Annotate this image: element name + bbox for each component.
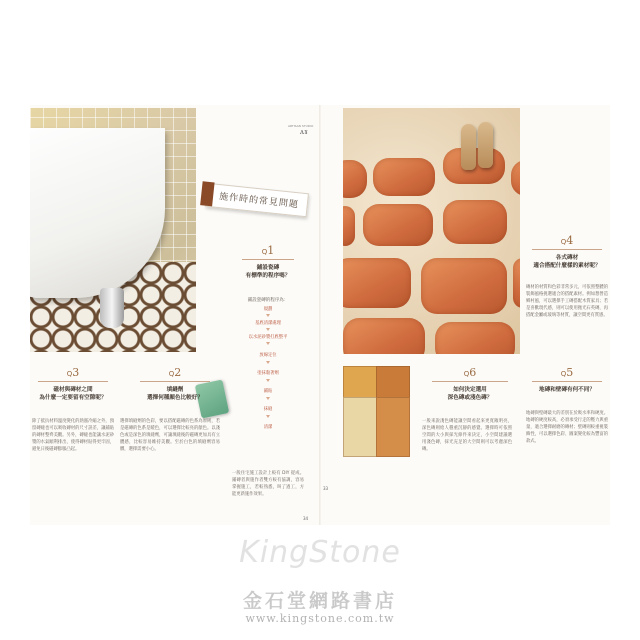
q6-paragraph: 一般來說淺色磚能讓空間看起來更寬敞明亮，深色磚則給人穩重沉靜的感覺。選擇時可依照空間的大小與採光條件來決定，小空間建議選用淺色磚，採光充足的大空間則可以考慮深色磚。	[422, 419, 512, 452]
page-number-right: 33	[323, 486, 329, 491]
q4-block	[526, 234, 608, 270]
q4-title-line-1: 各式磚材	[555, 255, 579, 261]
q6-title-line-2: 深色磚或淺色磚？	[447, 395, 493, 401]
flow-arrow	[266, 415, 270, 418]
flow-arrow	[266, 328, 270, 331]
q2-rule	[140, 381, 210, 382]
page-logo-glyph: ʌɤ	[300, 128, 308, 136]
q1-intro: 鋪設瓷磚的程序為：	[247, 298, 289, 303]
q3-rule	[38, 381, 108, 382]
q3-paragraph: 除了抵抗材料溫度變化的熱漲冷縮之外，預留磚縫也可以吸收磚材的尺寸誤差，讓鋪貼的磚材整齊美觀。另外，磚縫也能讓水泥砂漿的水氣順利排出，使得磚材貼得更牢固，避免日後磁磚膨脹凸起。	[32, 419, 114, 452]
brick-tile	[373, 158, 435, 196]
q1-flow-steps	[232, 306, 304, 466]
swatch-cell	[376, 397, 410, 457]
q1-rule	[242, 259, 294, 260]
slipper-left	[461, 124, 476, 170]
q5-block	[526, 366, 608, 394]
page-gutter	[319, 105, 321, 525]
q5-paragraph: 地磚與壁磚最大的差別在於吸水率和硬度。地磚的硬度較高，必須承受行走的壓力與重量，適合選擇耐磨的磚材；壁磚則較重視裝飾性，可以選擇色彩、圖案變化較為豐富的款式。	[526, 411, 608, 444]
flow-arrow	[266, 342, 270, 345]
watermark-brand: KingStone	[239, 535, 401, 570]
slippers	[461, 122, 495, 170]
tub-foot	[100, 288, 124, 328]
q2-title-line-2: 選擇何種顏色比較好？	[147, 395, 203, 401]
q1-number: Q1	[261, 244, 275, 257]
brick-tile	[343, 258, 411, 308]
q6-title-line-1: 如何決定選用	[453, 387, 487, 393]
q3-title-line-2: 為什麼一定要留有空隙呢？	[39, 395, 107, 401]
swatch-cell	[343, 366, 377, 398]
flow-arrow	[266, 314, 270, 317]
banner-title: 施作時的常見問題	[218, 192, 300, 211]
q6-block	[422, 366, 518, 402]
watermark-chinese: 金石堂網路書店	[242, 590, 397, 612]
page-number-left: 34	[303, 516, 309, 521]
q2-title-line-1: 填縫劑	[166, 387, 184, 393]
brick-tile	[343, 160, 367, 198]
brick-tile	[363, 204, 433, 246]
swatch-cell	[376, 366, 410, 398]
flow-step: 放線定位	[259, 353, 277, 358]
brick-tile	[343, 318, 425, 354]
q1-title-line-2: 有標準的程序嗎？	[245, 273, 291, 279]
brick-tile	[343, 206, 355, 246]
brick-tile	[443, 200, 507, 244]
q4-paragraph: 磚材的材質和色彩非常多元，可依照整體的裝飾風格挑選適合的搭配素材。例如想營造鄉村風，可以選擇手工磚搭配木質家具；若是喜歡現代感，則可以使用拋光石英磚，再搭配金屬或玻璃等材質，讓空間更有質感。	[526, 285, 608, 318]
brick-tile	[421, 258, 507, 314]
flow-step: 以水泥砂漿打底整平	[248, 335, 288, 340]
flow-step: 清潔	[263, 425, 273, 430]
q3-title-line-1: 磁材與磚材之間	[53, 387, 93, 393]
flow-arrow	[266, 361, 270, 364]
brick-tile	[435, 322, 515, 354]
q4-number: Q4	[560, 234, 574, 247]
q6-number: Q6	[463, 366, 477, 379]
flow-step: 抹縫	[263, 407, 273, 412]
terracotta-floor-photo	[343, 108, 520, 354]
flow-step: 規劃	[263, 307, 273, 312]
flow-step: 鋪貼	[263, 389, 273, 394]
watermark-url: www.kingstone.com.tw	[245, 612, 395, 625]
q4-rule	[532, 249, 602, 250]
brick-tile	[513, 258, 520, 308]
q5-rule	[532, 381, 602, 382]
swatch-cell	[343, 397, 377, 457]
brick-tile	[511, 160, 520, 196]
bathtub-photo	[30, 108, 196, 352]
page-header-mark: ARTISAN STUDIO	[288, 124, 314, 128]
q6-rule	[432, 381, 508, 382]
q2-paragraph: 選擇填縫劑的色彩，要以搭配磁磚的色系為原則，若是磁磚的色系是暖色，可以選擇比較亮的顏色。以淺色或是深色的填縫劑，可讓填縫後的磁磚更加具有立體感，比較容易維持美觀。至於白色的填縫劑容易髒，選擇需要小心。	[120, 419, 220, 452]
flow-step: 基底清潔處理	[255, 321, 281, 326]
q5-title: 地磚和壁磚有何不同？	[539, 387, 595, 393]
q3-block	[32, 366, 114, 402]
flow-step: 塗抹黏著劑	[257, 371, 279, 376]
tile-swatch-photo	[343, 366, 409, 456]
flow-arrow	[266, 397, 270, 400]
flow-arrow	[266, 379, 270, 382]
q1-block	[232, 244, 304, 280]
q3-number: Q3	[66, 366, 80, 379]
q2-block	[130, 366, 220, 402]
q5-number: Q5	[560, 366, 574, 379]
q4-title-line-2: 適合搭配什麼樣的素材呢？	[533, 263, 601, 269]
slipper-right	[478, 122, 493, 168]
q2-number: Q2	[168, 366, 182, 379]
q1-paragraph: 一般住宅施工設計上較有 DIY 從成。鋪磚者與施作者雙方較有協調，容易掌握施工，若較熟悉，叫了過工，方能更新施作效果。	[232, 471, 304, 497]
q1-title-line-1: 鋪設瓷磚	[256, 265, 280, 271]
banner-chip	[200, 181, 214, 206]
